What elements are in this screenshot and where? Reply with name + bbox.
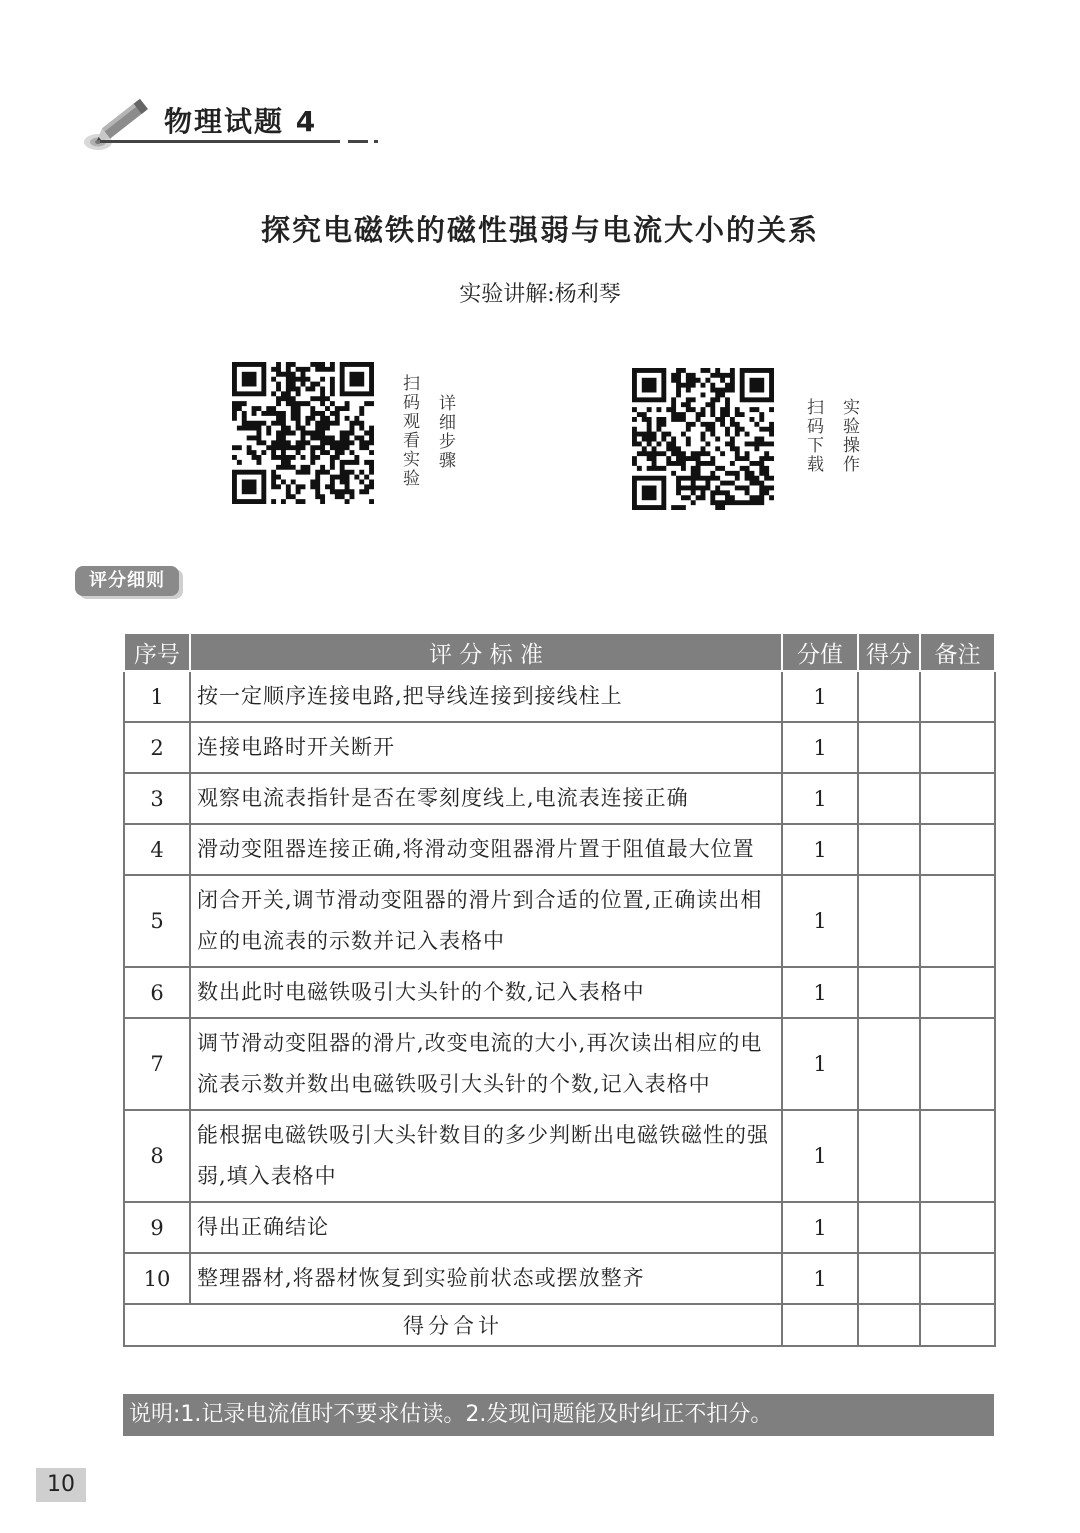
row-criteria: 按一定顺序连接电路,把导线连接到接线柱上 — [190, 671, 782, 722]
row-no: 10 — [124, 1253, 190, 1304]
row-remarks-cell[interactable] — [920, 1202, 995, 1253]
scoring-note: 说明:1.记录电流值时不要求估读。2.发现问题能及时纠正不扣分。 — [123, 1394, 994, 1436]
row-points: 1 — [782, 1202, 858, 1253]
header-points: 分值 — [782, 633, 858, 671]
row-remarks-cell[interactable] — [920, 967, 995, 1018]
pencil-icon — [80, 92, 170, 162]
document-subtitle: 实验讲解:杨利琴 — [459, 282, 621, 307]
row-points: 1 — [782, 722, 858, 773]
table-row — [124, 1110, 995, 1202]
row-points: 1 — [782, 773, 858, 824]
row-score-cell[interactable] — [858, 875, 920, 967]
header-remarks: 备注 — [920, 633, 995, 671]
table-row — [124, 722, 995, 773]
total-remarks-cell[interactable] — [920, 1304, 995, 1346]
header-score: 得分 — [858, 633, 920, 671]
table-row — [124, 967, 995, 1018]
table-row — [124, 671, 995, 722]
row-points: 1 — [782, 1110, 858, 1202]
row-remarks-cell[interactable] — [920, 722, 995, 773]
qr-code-video[interactable] — [232, 362, 374, 504]
scoring-table — [123, 632, 996, 1347]
table-row — [124, 1253, 995, 1304]
row-criteria: 得出正确结论 — [190, 1202, 782, 1253]
row-criteria: 整理器材,将器材恢复到实验前状态或摆放整齐 — [190, 1253, 782, 1304]
row-score-cell[interactable] — [858, 967, 920, 1018]
row-score-cell[interactable] — [858, 1253, 920, 1304]
row-points: 1 — [782, 824, 858, 875]
header-rule-dash — [348, 140, 368, 143]
row-points: 1 — [782, 671, 858, 722]
row-score-cell[interactable] — [858, 1018, 920, 1110]
header-no: 序号 — [124, 633, 190, 671]
table-header-row — [124, 633, 995, 671]
row-score-cell[interactable] — [858, 824, 920, 875]
row-no: 2 — [124, 722, 190, 773]
section-badge: 评分细则 — [75, 566, 179, 596]
row-points: 1 — [782, 1253, 858, 1304]
row-no: 8 — [124, 1110, 190, 1202]
total-label: 得分合计 — [124, 1304, 782, 1346]
qr-code-icon — [232, 362, 374, 504]
header-rule — [100, 140, 340, 143]
row-remarks-cell[interactable] — [920, 671, 995, 722]
page-number: 10 — [36, 1468, 86, 1502]
row-remarks-cell[interactable] — [920, 773, 995, 824]
row-score-cell[interactable] — [858, 722, 920, 773]
row-no: 3 — [124, 773, 190, 824]
total-row — [124, 1304, 995, 1346]
row-remarks-cell[interactable] — [920, 824, 995, 875]
qr-code-icon — [632, 368, 774, 510]
row-no: 4 — [124, 824, 190, 875]
section-header — [80, 92, 380, 162]
row-points: 1 — [782, 967, 858, 1018]
qr1-caption-col1: 扫码观看实验 — [399, 374, 419, 488]
row-criteria: 闭合开关,调节滑动变阻器的滑片到合适的位置,正确读出相应的电流表的示数并记入表格中 — [190, 875, 782, 967]
row-no: 5 — [124, 875, 190, 967]
row-criteria: 滑动变阻器连接正确,将滑动变阻器滑片置于阻值最大位置 — [190, 824, 782, 875]
qr1-caption-col2: 详细步骤 — [435, 394, 455, 470]
qr2-caption-col2: 实验操作 — [839, 398, 859, 474]
row-score-cell[interactable] — [858, 773, 920, 824]
row-score-cell[interactable] — [858, 1110, 920, 1202]
table-row — [124, 1018, 995, 1110]
row-score-cell[interactable] — [858, 671, 920, 722]
row-remarks-cell[interactable] — [920, 1110, 995, 1202]
row-points: 1 — [782, 1018, 858, 1110]
total-points-cell — [782, 1304, 858, 1346]
total-score-cell[interactable] — [858, 1304, 920, 1346]
row-no: 1 — [124, 671, 190, 722]
table-row — [124, 875, 995, 967]
row-remarks-cell[interactable] — [920, 875, 995, 967]
qr-code-download[interactable] — [632, 368, 774, 510]
header-title: 物理试题 4 — [164, 105, 318, 138]
row-criteria: 能根据电磁铁吸引大头针数目的多少判断出电磁铁磁性的强弱,填入表格中 — [190, 1110, 782, 1202]
row-no: 6 — [124, 967, 190, 1018]
row-criteria: 数出此时电磁铁吸引大头针的个数,记入表格中 — [190, 967, 782, 1018]
row-score-cell[interactable] — [858, 1202, 920, 1253]
document-title: 探究电磁铁的磁性强弱与电流大小的关系 — [260, 213, 819, 247]
table-row — [124, 1202, 995, 1253]
table-row — [124, 824, 995, 875]
row-remarks-cell[interactable] — [920, 1253, 995, 1304]
header-rule-dot — [374, 140, 378, 143]
row-no: 7 — [124, 1018, 190, 1110]
row-no: 9 — [124, 1202, 190, 1253]
row-criteria: 调节滑动变阻器的滑片,改变电流的大小,再次读出相应的电流表示数并数出电磁铁吸引大头针的个数,记入表格中 — [190, 1018, 782, 1110]
row-criteria: 连接电路时开关断开 — [190, 722, 782, 773]
qr2-caption-col1: 扫码下载 — [803, 398, 823, 474]
row-points: 1 — [782, 875, 858, 967]
row-remarks-cell[interactable] — [920, 1018, 995, 1110]
table-row — [124, 773, 995, 824]
header-criteria: 评 分 标 准 — [190, 633, 782, 671]
row-criteria: 观察电流表指针是否在零刻度线上,电流表连接正确 — [190, 773, 782, 824]
